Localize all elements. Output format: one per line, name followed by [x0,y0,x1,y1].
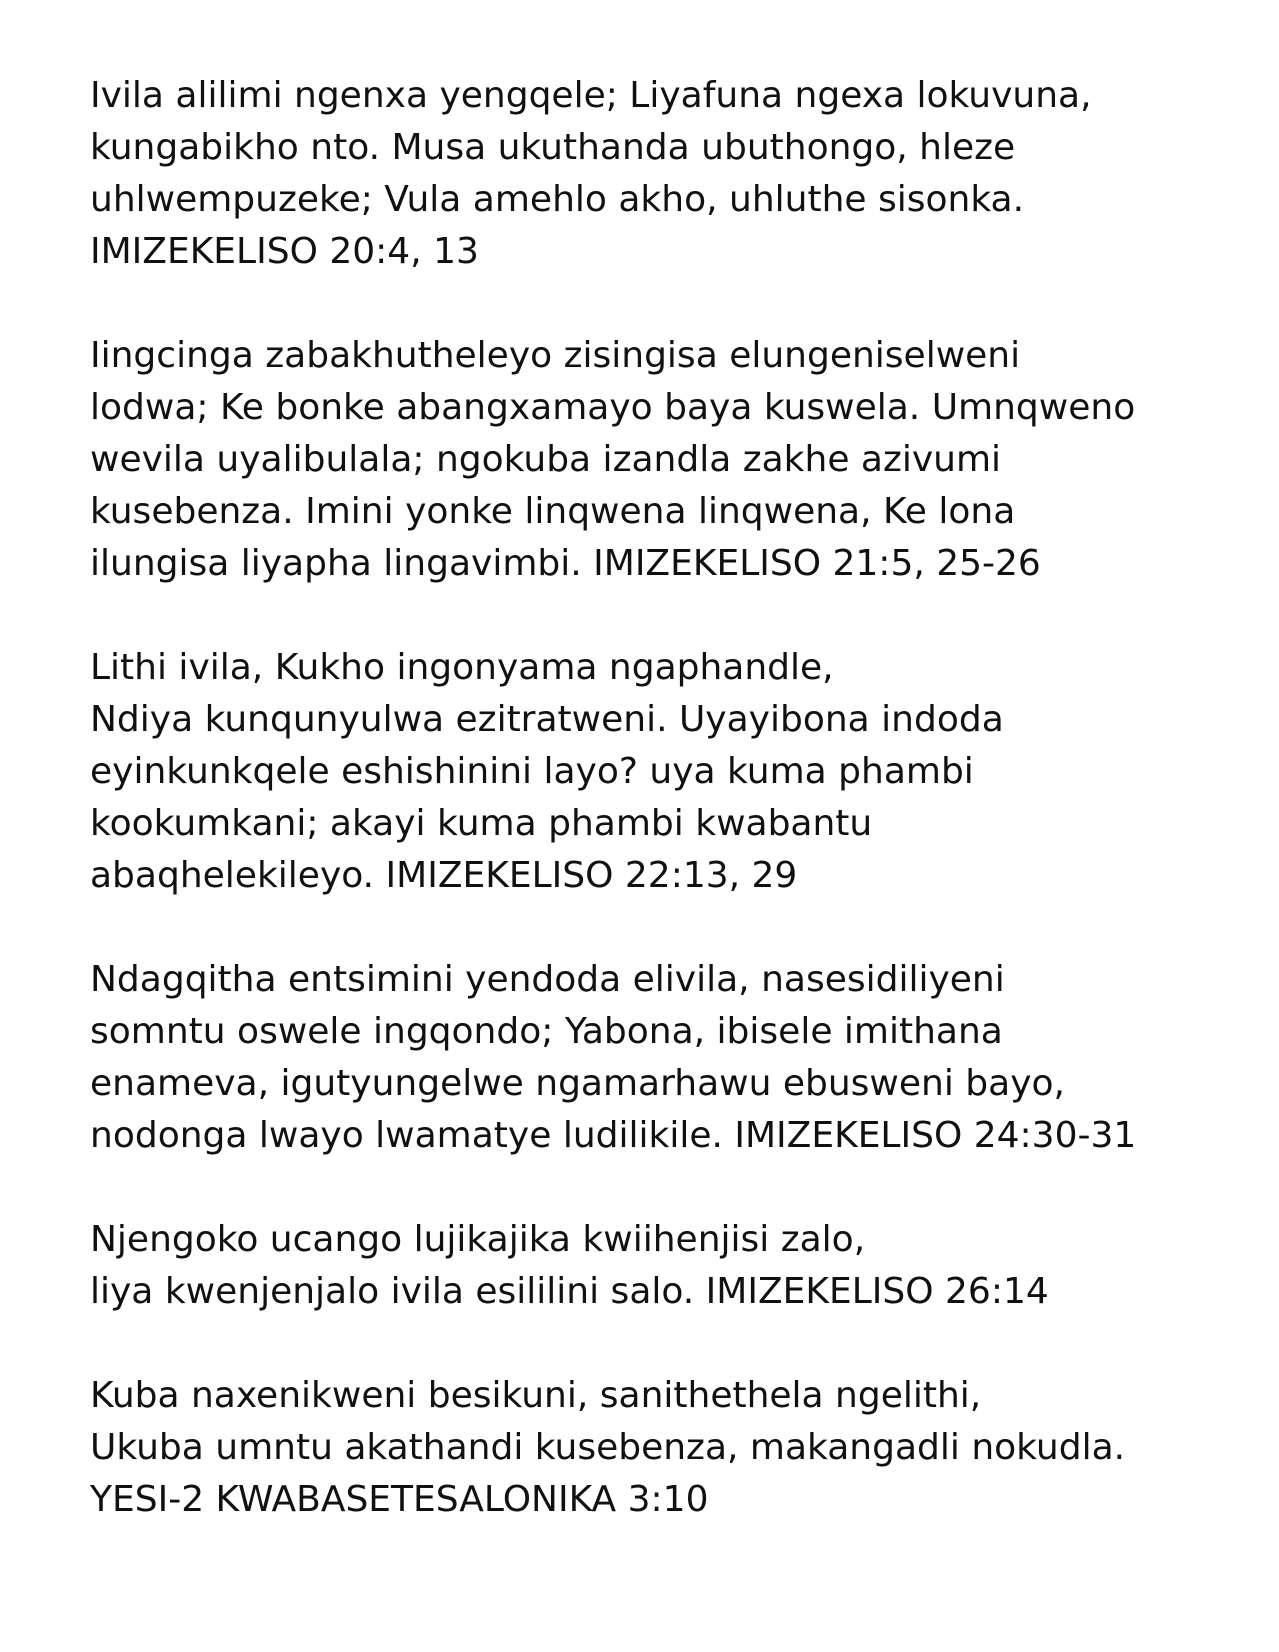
text-line: lodwa; Ke bonke abangxamayo baya kuswela. Umnqweno [90,387,1136,428]
text-line: Ndagqitha entsimini yendoda elivila, nasesidiliyeni [90,959,1005,1000]
text-line: somntu oswele ingqondo; Yabona, ibisele imithana [90,1011,1003,1052]
text-line: uhlwempuzeke; Vula amehlo akho, uhluthe sisonka. [90,179,1025,220]
verse-reference: IMIZEKELISO 20:4, 13 [90,231,479,272]
text-line: Ukuba umntu akathandi kusebenza, makangadli nokudla. [90,1427,1126,1468]
text-line: eyinkunkqele eshishinini layo? uya kuma phambi [90,751,974,792]
text-line: abaqhelekileyo. IMIZEKELISO 22:13, 29 [90,855,798,896]
text-line: nodonga lwayo lwamatye ludilikile. IMIZEKELISO 24:30-31 [90,1115,1137,1156]
text-line: kookumkani; akayi kuma phambi kwabantu [90,803,873,844]
text-line: kungabikho nto. Musa ukuthanda ubuthongo, hleze [90,127,1016,168]
text-line: Ndiya kunqunyulwa ezitratweni. Uyayibona indoda [90,699,1004,740]
document-page [90,70,1240,1578]
text-line: enameva, igutyungelwe ngamarhawu ebusweni bayo, [90,1063,1065,1104]
text-line: Ivila alilimi ngenxa yengqele; Liyafuna ngexa lokuvuna, [90,75,1092,116]
text-line: ilungisa liyapha lingavimbi. IMIZEKELISO 21:5, 25-26 [90,543,1041,584]
text-line: wevila uyalibulala; ngokuba izandla zakhe azivumi [90,439,1002,480]
text-line: Lithi ivila, Kukho ingonyama ngaphandle, [90,647,834,688]
paragraph-proverbs-22 [90,642,1240,902]
text-line: Kuba naxenikweni besikuni, sanithethela ngelithi, [90,1375,982,1416]
paragraph-proverbs-20 [90,70,1240,278]
paragraph-proverbs-26 [90,1214,1240,1318]
text-line: liya kwenjenjalo ivila esililini salo. IMIZEKELISO 26:14 [90,1271,1049,1312]
verse-reference: YESI-2 KWABASETESALONIKA 3:10 [90,1479,709,1520]
text-line: kusebenza. Imini yonke linqwena linqwena, Ke lona [90,491,1016,532]
text-line: Iingcinga zabakhutheleyo zisingisa elungeniselweni [90,335,1021,376]
paragraph-proverbs-24 [90,954,1240,1162]
paragraph-proverbs-21 [90,330,1240,590]
paragraph-thessalonians [90,1370,1240,1526]
text-line: Njengoko ucango lujikajika kwiihenjisi zalo, [90,1219,866,1260]
